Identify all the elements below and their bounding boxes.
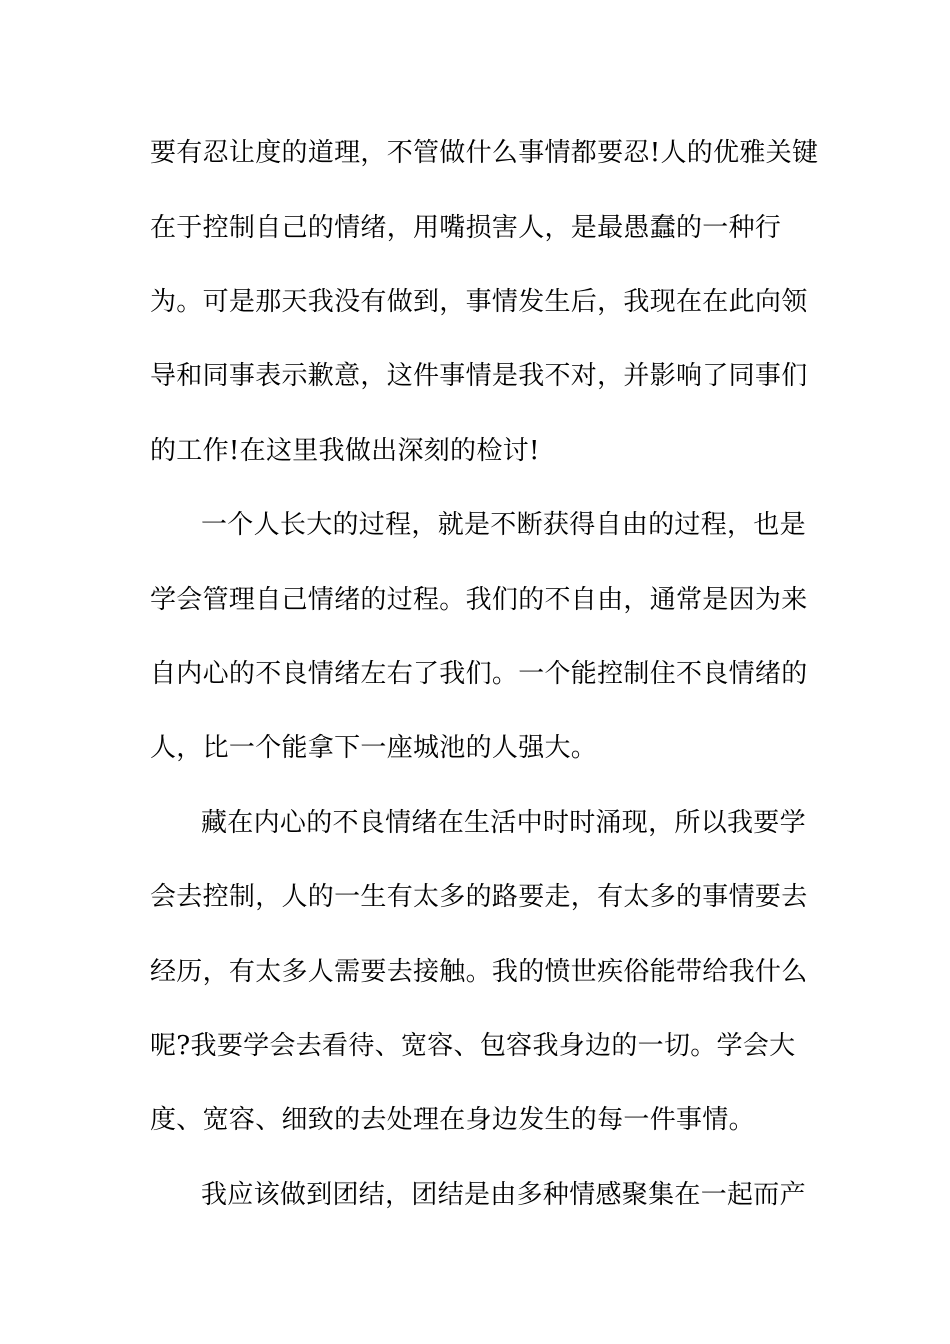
text-line: 学会管理自己情绪的过程。我们的不自由，通常是因为来 bbox=[150, 585, 808, 615]
text-line: 呢?我要学会去看待、宽容、包容我身边的一切。学会大 bbox=[150, 1031, 796, 1061]
paragraph-first-line: 我应该做到团结，团结是由多种情感聚集在一起而产 bbox=[201, 1180, 806, 1210]
text-line: 的工作!在这里我做出深刻的检讨! bbox=[150, 436, 540, 466]
text-line: 导和同事表示歉意，这件事情是我不对，并影响了同事们 bbox=[150, 361, 808, 391]
paragraph-first-line: 一个人长大的过程，就是不断获得自由的过程，也是 bbox=[201, 510, 806, 540]
text-line: 为。可是那天我没有做到，事情发生后，我现在在此向领 bbox=[150, 287, 808, 317]
text-line: 在于控制自己的情绪，用嘴损害人，是最愚蠢的一种行 bbox=[150, 213, 782, 243]
text-line: 经历，有太多人需要去接触。我的愤世疾俗能带给我什么 bbox=[150, 957, 808, 987]
text-line: 自内心的不良情绪左右了我们。一个能控制住不良情绪的 bbox=[150, 659, 808, 689]
paragraph-first-line: 藏在内心的不良情绪在生活中时时涌现，所以我要学 bbox=[201, 808, 806, 838]
text-line: 度、宽容、细致的去处理在身边发生的每一件事情。 bbox=[150, 1105, 755, 1135]
text-line: 人，比一个能拿下一座城池的人强大。 bbox=[150, 733, 598, 763]
text-line: 要有忍让度的道理，不管做什么事情都要忍!人的优雅关键 bbox=[150, 138, 819, 168]
text-line: 会去控制，人的一生有太多的路要走，有太多的事情要去 bbox=[150, 882, 808, 912]
